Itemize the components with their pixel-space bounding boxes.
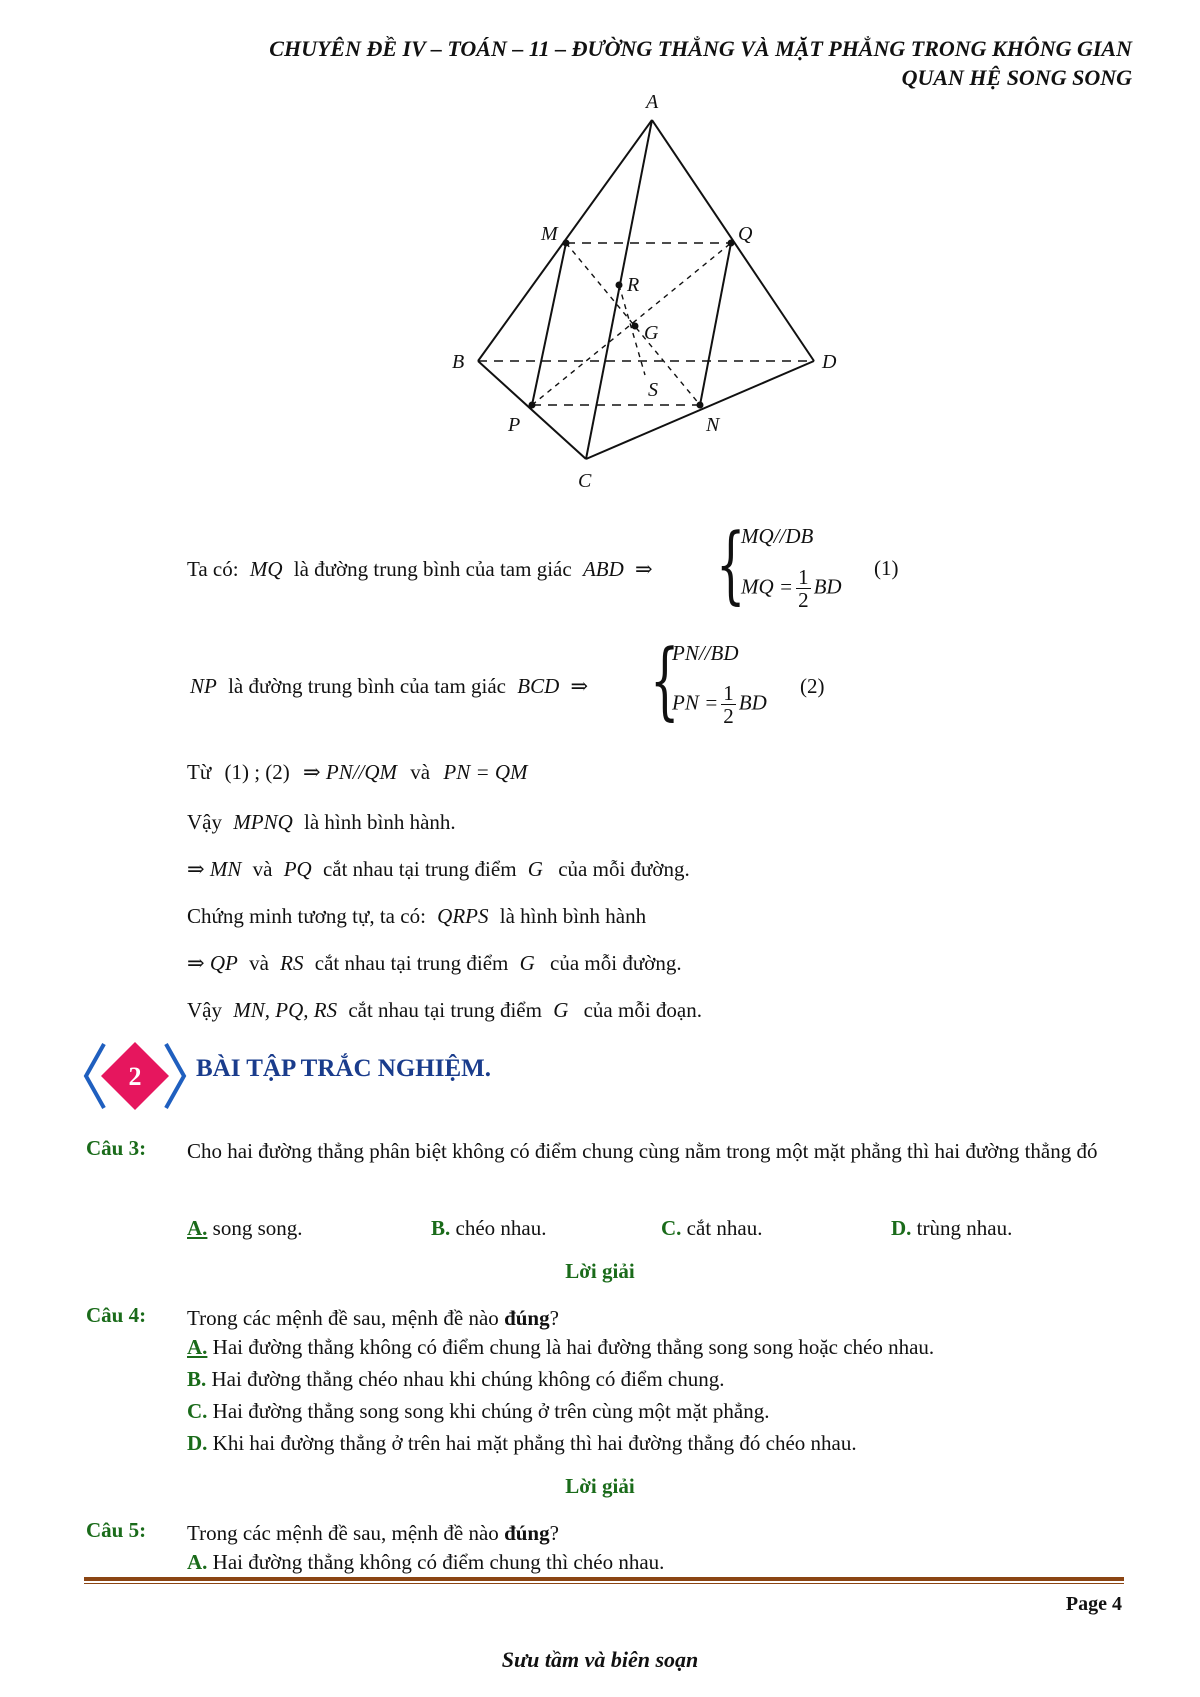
- question-3-option-c[interactable]: C. cắt nhau.: [661, 1216, 763, 1240]
- header-line-1: CHUYÊN ĐỀ IV – TOÁN – 11 – ĐƯỜNG THẲNG VÀ MẶT PHẲNG TRONG KHÔNG GIAN: [269, 36, 1132, 61]
- question-4-label: Câu 4:: [86, 1303, 147, 1327]
- question-4-option-d[interactable]: D. Khi hai đường thẳng ở trên hai mặt phẳng thì hai đường thẳng đó chéo nhau.: [187, 1431, 857, 1455]
- point-p: [529, 402, 536, 409]
- proof-line-8: Vậy MN, PQ, RS cắt nhau tại trung điểm G của mỗi đoạn.: [187, 998, 702, 1022]
- label-d: D: [822, 351, 837, 373]
- section-number: 2: [128, 1062, 142, 1091]
- system-2-eq-2: PN = $\frac{1}{2}$ BD: [672, 681, 767, 728]
- question-4-option-b[interactable]: B. Hai đường thẳng chéo nhau khi chúng không có điểm chung.: [187, 1367, 725, 1391]
- question-3-option-a[interactable]: A. song song.: [187, 1216, 303, 1240]
- edge-bc: [478, 361, 586, 459]
- question-5-label: Câu 5:: [86, 1518, 147, 1542]
- page-number: Page 4: [1065, 1593, 1122, 1615]
- proof-line-2: NP là đường trung bình của tam giác BCD ⇒: [190, 674, 589, 698]
- proof-line-3: Từ (1) ; (2) ⇒ PN//QM và PN = QM: [187, 760, 528, 784]
- edge-ac: [586, 120, 652, 459]
- question-4-solution: Lời giải: [565, 1474, 635, 1498]
- equation-tag-2: (2): [800, 674, 825, 698]
- header-line-2: QUAN HỆ SONG SONG: [901, 65, 1132, 90]
- label-c: C: [578, 470, 592, 492]
- footer-divider-thin: [84, 1583, 1124, 1584]
- label-m: M: [541, 223, 558, 245]
- label-q: Q: [738, 223, 753, 245]
- question-3-label: Câu 3:: [86, 1136, 147, 1160]
- label-n: N: [706, 414, 720, 436]
- question-3-option-b[interactable]: B. chéo nhau.: [431, 1216, 547, 1240]
- question-5-option-a[interactable]: A. Hai đường thẳng không có điểm chung thì chéo nhau.: [187, 1550, 665, 1574]
- proof-line-6: Chứng minh tương tự, ta có: QRPS là hình bình hành: [187, 904, 647, 928]
- point-n: [697, 402, 704, 409]
- label-a: A: [646, 91, 659, 113]
- label-g: G: [644, 322, 659, 344]
- label-p: P: [508, 414, 521, 436]
- fraction-half: $\frac{1}{2}$: [798, 565, 809, 612]
- point-m: [563, 240, 570, 247]
- equation-tag-1: (1): [874, 556, 899, 580]
- system-brace-2: {: [650, 631, 680, 729]
- label-r: R: [627, 274, 640, 296]
- system-2-eq-1: PN//BD: [672, 641, 739, 665]
- proof-line-4: Vậy MPNQ là hình bình hành.: [187, 810, 456, 834]
- section-badge: [82, 1038, 192, 1114]
- system-1-eq-1: MQ//DB: [741, 524, 814, 548]
- label-s: S: [648, 379, 658, 401]
- fraction-half: $\frac{1}{2}$: [723, 681, 734, 728]
- question-3-option-d[interactable]: D. trùng nhau.: [891, 1216, 1013, 1240]
- point-g: [632, 323, 639, 330]
- label-b: B: [452, 351, 465, 373]
- question-3-text: Cho hai đường thẳng phân biệt không có điểm chung cùng nằm trong một mặt phẳng thì hai đường thẳng đó: [187, 1139, 1098, 1163]
- question-3-solution: Lời giải: [565, 1259, 635, 1283]
- proof-line-5: ⇒ MN và PQ cắt nhau tại trung điểm G của mỗi đường.: [187, 857, 690, 881]
- edge-cd: [586, 361, 814, 459]
- question-4-text: Trong các mệnh đề sau, mệnh đề nào đúng?: [187, 1306, 559, 1330]
- footer-credit: Sưu tầm và biên soạn: [501, 1647, 699, 1672]
- question-5-text: Trong các mệnh đề sau, mệnh đề nào đúng?: [187, 1521, 559, 1545]
- question-4-option-a[interactable]: A. Hai đường thẳng không có điểm chung là hai đường thẳng song song hoặc chéo nhau.: [187, 1335, 935, 1359]
- section-title: BÀI TẬP TRẮC NGHIỆM.: [196, 1055, 491, 1082]
- proof-line-7: ⇒ QP và RS cắt nhau tại trung điểm G của mỗi đường.: [187, 951, 682, 975]
- point-r: [616, 282, 623, 289]
- proof-line-1: Ta có: MQ là đường trung bình của tam giác ABD ⇒: [187, 557, 653, 581]
- segment-qn: [700, 243, 731, 405]
- point-q: [728, 240, 735, 247]
- tetrahedron-figure: [430, 88, 850, 508]
- segment-mp: [532, 243, 566, 405]
- question-4-option-c[interactable]: C. Hai đường thẳng song song khi chúng ở trên cùng một mặt phẳng.: [187, 1399, 770, 1423]
- system-1-eq-2: MQ = $\frac{1}{2}$ BD: [741, 565, 842, 612]
- system-brace-1: {: [716, 515, 746, 613]
- footer-divider: [84, 1577, 1124, 1581]
- page-header: [269, 34, 1132, 92]
